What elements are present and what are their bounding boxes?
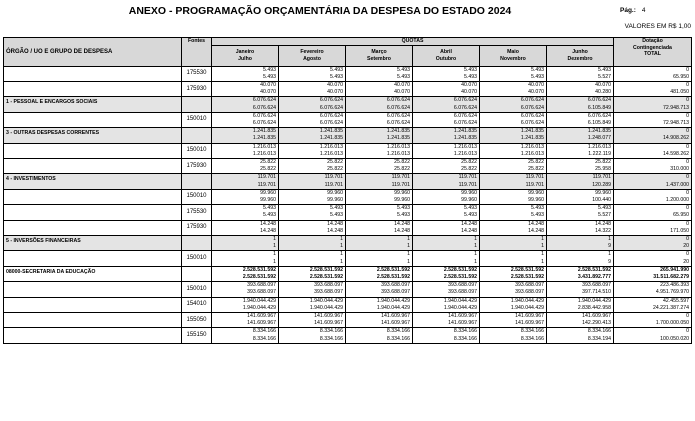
quota-cell: 40.070 40.070 (413, 81, 480, 96)
org-cell: 5 - INVERSÕES FINANCEIRAS (4, 235, 182, 250)
quota-cell: 99.960 99.960 (279, 189, 346, 204)
dotacao-cell: 0 72.948.713 (614, 112, 692, 127)
quota-cell: 2.528.531.592 2.528.531.592 (480, 266, 547, 281)
fonte-cell: 175930 (182, 81, 212, 96)
quota-cell: 393.688.097 393.688.097 (480, 282, 547, 297)
quota-cell: 99.960 99.960 (413, 189, 480, 204)
org-cell: 1 - PESSOAL E ENCARGOS SOCIAIS (4, 97, 182, 112)
table-row (4, 112, 692, 127)
fonte-cell: 150010 (182, 282, 212, 297)
quota-cell: 1.241.835 1.241.835 (413, 128, 480, 143)
page-title: ANEXO - PROGRAMAÇÃO ORÇAMENTÁRIA DA DESPESA DO ESTADO 2024 (128, 5, 512, 17)
quota-cell: 6.076.624 6.076.624 (480, 97, 547, 112)
quota-cell: 1.241.835 1.241.835 (212, 128, 279, 143)
quota-cell: 6.076.624 6.076.624 (413, 112, 480, 127)
quota-cell: 99.960 99.960 (346, 189, 413, 204)
quota-cell: 1.216.013 1.222.119 (547, 143, 614, 158)
quota-cell: 14.248 14.322 (547, 220, 614, 235)
fonte-cell: 150010 (182, 143, 212, 158)
group-row (4, 235, 692, 250)
quota-cell: 40.070 40.070 (480, 81, 547, 96)
quota-cell: 6.076.624 6.076.624 (212, 112, 279, 127)
quota-cell: 99.960 100.440 (547, 189, 614, 204)
org-cell (4, 251, 182, 266)
quota-cell: 393.688.097 397.714.510 (547, 282, 614, 297)
quota-cell: 393.688.097 393.688.097 (279, 282, 346, 297)
quota-cell: 40.070 40.070 (212, 81, 279, 96)
quota-cell: 2.528.531.592 2.528.531.592 (212, 266, 279, 281)
quota-cell: 6.076.624 6.076.624 (279, 112, 346, 127)
quota-cell: 14.248 14.248 (346, 220, 413, 235)
org-cell: 4 - INVESTIMENTOS (4, 174, 182, 189)
quota-cell: 1.241.835 1.241.835 (279, 128, 346, 143)
quota-cell: 393.688.097 393.688.097 (346, 282, 413, 297)
quota-cell: 99.960 99.960 (480, 189, 547, 204)
quota-cell: 6.076.624 6.105.849 (547, 112, 614, 127)
org-cell (4, 189, 182, 204)
quota-cell: 25.822 25.822 (212, 158, 279, 173)
table-row (4, 205, 692, 220)
quota-cell: 119.701 119.701 (480, 174, 547, 189)
quota-cell: 1.216.013 1.216.013 (346, 143, 413, 158)
quota-cell: 1 9 (547, 235, 614, 250)
table-row (4, 66, 692, 81)
quotas-header: QUOTAS (212, 38, 614, 46)
table-row (4, 297, 692, 312)
quota-cell: 1 1 (279, 251, 346, 266)
table-row (4, 81, 692, 96)
month-column-header: Fevereiro Agosto (279, 45, 346, 66)
table-row (4, 143, 692, 158)
quota-cell: 1 1 (480, 235, 547, 250)
quota-cell: 119.701 119.701 (346, 174, 413, 189)
quota-cell: 6.076.624 6.076.624 (480, 112, 547, 127)
quota-cell: 5.493 5.493 (212, 205, 279, 220)
quota-cell: 1 1 (413, 251, 480, 266)
quota-cell: 1 9 (547, 251, 614, 266)
month-column-header: Abril Outubro (413, 45, 480, 66)
fonte-cell: 155150 (182, 328, 212, 343)
group-row (4, 174, 692, 189)
fonte-cell: 154010 (182, 297, 212, 312)
dotacao-cell: 0 20 (614, 235, 692, 250)
fonte-cell: 175530 (182, 66, 212, 81)
quota-cell: 119.701 119.701 (212, 174, 279, 189)
total-row (4, 266, 692, 281)
quota-cell: 141.609.967 141.609.967 (279, 313, 346, 328)
org-column-header: ÓRGÃO / UO E GRUPO DE DESPESA (4, 38, 182, 67)
quota-cell: 141.609.967 141.609.967 (480, 313, 547, 328)
quota-cell: 1.940.044.429 1.940.044.429 (480, 297, 547, 312)
quota-cell: 40.070 40.070 (346, 81, 413, 96)
quota-cell: 141.609.967 141.609.967 (346, 313, 413, 328)
quota-cell: 14.248 14.248 (212, 220, 279, 235)
quota-cell: 1 1 (413, 235, 480, 250)
quota-cell: 6.076.624 6.105.849 (547, 97, 614, 112)
quota-cell: 1.940.044.429 1.940.044.429 (212, 297, 279, 312)
quota-cell: 40.070 40.280 (547, 81, 614, 96)
quota-cell: 1.216.013 1.216.013 (279, 143, 346, 158)
dotacao-cell: 223.486.393 4.951.769.970 (614, 282, 692, 297)
currency-note: VALORES EM R$ 1,00 (624, 23, 691, 30)
page-label: Pág.: (620, 7, 636, 14)
quota-cell: 2.528.531.592 2.528.531.592 (413, 266, 480, 281)
quota-cell: 1.216.013 1.216.013 (480, 143, 547, 158)
quota-cell: 8.334.166 8.334.166 (413, 328, 480, 343)
quota-cell: 1.940.044.429 1.940.044.429 (279, 297, 346, 312)
quota-cell: 40.070 40.070 (279, 81, 346, 96)
org-cell (4, 282, 182, 297)
dotacao-cell: 0 310.000 (614, 158, 692, 173)
quota-cell: 25.822 25.822 (480, 158, 547, 173)
quota-cell: 14.248 14.248 (413, 220, 480, 235)
fonte-cell (182, 266, 212, 281)
quota-cell: 25.822 25.958 (547, 158, 614, 173)
quota-cell: 141.609.967 142.290.413 (547, 313, 614, 328)
month-column-header: Janeiro Julho (212, 45, 279, 66)
fonte-cell (182, 128, 212, 143)
quota-cell: 6.076.624 6.076.624 (346, 112, 413, 127)
org-cell (4, 158, 182, 173)
quota-cell: 1.241.835 1.241.835 (346, 128, 413, 143)
quota-cell: 1.241.835 1.241.835 (480, 128, 547, 143)
dotacao-cell: 0 100.050.020 (614, 328, 692, 343)
month-column-header: Março Setembro (346, 45, 413, 66)
quota-cell: 5.493 5.493 (413, 66, 480, 81)
quota-cell: 6.076.624 6.076.624 (212, 97, 279, 112)
quota-cell: 8.334.166 8.334.194 (547, 328, 614, 343)
table-row (4, 282, 692, 297)
fontes-column-header: Fontes (182, 38, 212, 67)
month-column-header: Maio Novembro (480, 45, 547, 66)
fonte-cell: 150010 (182, 112, 212, 127)
table-row (4, 251, 692, 266)
fonte-cell: 175930 (182, 158, 212, 173)
table-row (4, 313, 692, 328)
quota-cell: 6.076.624 6.076.624 (346, 97, 413, 112)
org-cell (4, 66, 182, 81)
quota-cell: 1.940.044.429 1.940.044.429 (346, 297, 413, 312)
quota-cell: 5.493 5.493 (279, 205, 346, 220)
page-number (620, 7, 646, 14)
fonte-cell (182, 235, 212, 250)
quota-cell: 119.701 119.701 (279, 174, 346, 189)
quota-cell: 5.493 5.493 (346, 66, 413, 81)
fonte-cell: 155050 (182, 313, 212, 328)
quota-cell: 1 1 (346, 251, 413, 266)
quota-cell: 14.248 14.248 (480, 220, 547, 235)
quota-cell: 1.940.044.429 2.838.442.958 (547, 297, 614, 312)
org-cell (4, 143, 182, 158)
dotacao-cell: 0 20 (614, 251, 692, 266)
dotacao-column-header: Dotação Contingenciada TOTAL (614, 38, 692, 67)
dotacao-cell: 0 65.950 (614, 205, 692, 220)
quota-cell: 14.248 14.248 (279, 220, 346, 235)
quota-cell: 8.334.166 8.334.166 (346, 328, 413, 343)
fonte-cell: 175930 (182, 220, 212, 235)
org-cell: 3 - OUTRAS DESPESAS CORRENTES (4, 128, 182, 143)
table-row (4, 328, 692, 343)
quota-cell: 141.609.967 141.609.967 (212, 313, 279, 328)
quota-cell: 141.609.967 141.609.967 (413, 313, 480, 328)
quota-cell: 8.334.166 8.334.166 (279, 328, 346, 343)
org-cell: 08000-SECRETARIA DA EDUCAÇÃO (4, 266, 182, 281)
dotacao-cell: 0 1.200.000 (614, 189, 692, 204)
quota-cell: 5.493 5.493 (480, 66, 547, 81)
quota-cell: 1 1 (346, 235, 413, 250)
dotacao-cell: 0 1.700.000.050 (614, 313, 692, 328)
group-row (4, 97, 692, 112)
quota-cell: 8.334.166 8.334.166 (480, 328, 547, 343)
quota-cell: 5.493 5.493 (413, 205, 480, 220)
dotacao-cell: 0 171.050 (614, 220, 692, 235)
org-cell (4, 112, 182, 127)
quota-cell: 1.216.013 1.216.013 (212, 143, 279, 158)
quota-cell: 1 1 (480, 251, 547, 266)
fonte-cell: 150010 (182, 189, 212, 204)
dotacao-cell: 0 65.950 (614, 66, 692, 81)
quota-cell: 25.822 25.822 (413, 158, 480, 173)
org-cell (4, 313, 182, 328)
quota-cell: 6.076.624 6.076.624 (413, 97, 480, 112)
org-cell (4, 81, 182, 96)
dotacao-cell: 0 14.908.262 (614, 128, 692, 143)
quota-cell: 1 1 (279, 235, 346, 250)
quota-cell: 393.688.097 393.688.097 (413, 282, 480, 297)
quota-cell: 1 1 (212, 251, 279, 266)
quota-cell: 2.528.531.592 2.528.531.592 (346, 266, 413, 281)
fonte-cell (182, 174, 212, 189)
dotacao-cell: 265.941.990 31.511.682.279 (614, 266, 692, 281)
group-row (4, 128, 692, 143)
quota-cell: 6.076.624 6.076.624 (279, 97, 346, 112)
quota-cell: 5.493 5.527 (547, 205, 614, 220)
table-row (4, 220, 692, 235)
quota-cell: 5.493 5.493 (480, 205, 547, 220)
dotacao-cell: 0 14.598.262 (614, 143, 692, 158)
org-cell (4, 328, 182, 343)
dotacao-cell: 42.455.597 24.221.387.274 (614, 297, 692, 312)
quota-cell: 25.822 25.822 (346, 158, 413, 173)
quota-cell: 8.334.166 8.334.166 (212, 328, 279, 343)
quota-cell: 119.701 120.289 (547, 174, 614, 189)
dotacao-cell: 0 481.050 (614, 81, 692, 96)
quota-cell: 2.528.531.592 2.528.531.592 (279, 266, 346, 281)
org-cell (4, 220, 182, 235)
quota-cell: 25.822 25.822 (279, 158, 346, 173)
dotacao-cell: 0 72.948.713 (614, 97, 692, 112)
fonte-cell: 175530 (182, 205, 212, 220)
quota-cell: 99.960 99.960 (212, 189, 279, 204)
fonte-cell (182, 97, 212, 112)
page-number-value: 4 (641, 7, 646, 14)
quota-cell: 5.493 5.493 (279, 66, 346, 81)
quota-cell: 5.493 5.493 (346, 205, 413, 220)
quota-cell: 5.493 5.493 (212, 66, 279, 81)
quota-cell: 1.216.013 1.216.013 (413, 143, 480, 158)
quota-cell: 2.528.531.592 3.431.892.777 (547, 266, 614, 281)
quota-cell: 1.241.835 1.248.077 (547, 128, 614, 143)
table-row (4, 189, 692, 204)
quota-cell: 1 1 (212, 235, 279, 250)
dotacao-cell: 0 1.437.000 (614, 174, 692, 189)
fonte-cell: 150010 (182, 251, 212, 266)
month-column-header: Junho Dezembro (547, 45, 614, 66)
org-cell (4, 205, 182, 220)
quota-cell: 5.493 5.527 (547, 66, 614, 81)
org-cell (4, 297, 182, 312)
quota-cell: 1.940.044.429 1.940.044.429 (413, 297, 480, 312)
budget-table (3, 37, 692, 344)
table-row (4, 158, 692, 173)
quota-cell: 119.701 119.701 (413, 174, 480, 189)
quota-cell: 393.688.097 393.688.097 (212, 282, 279, 297)
